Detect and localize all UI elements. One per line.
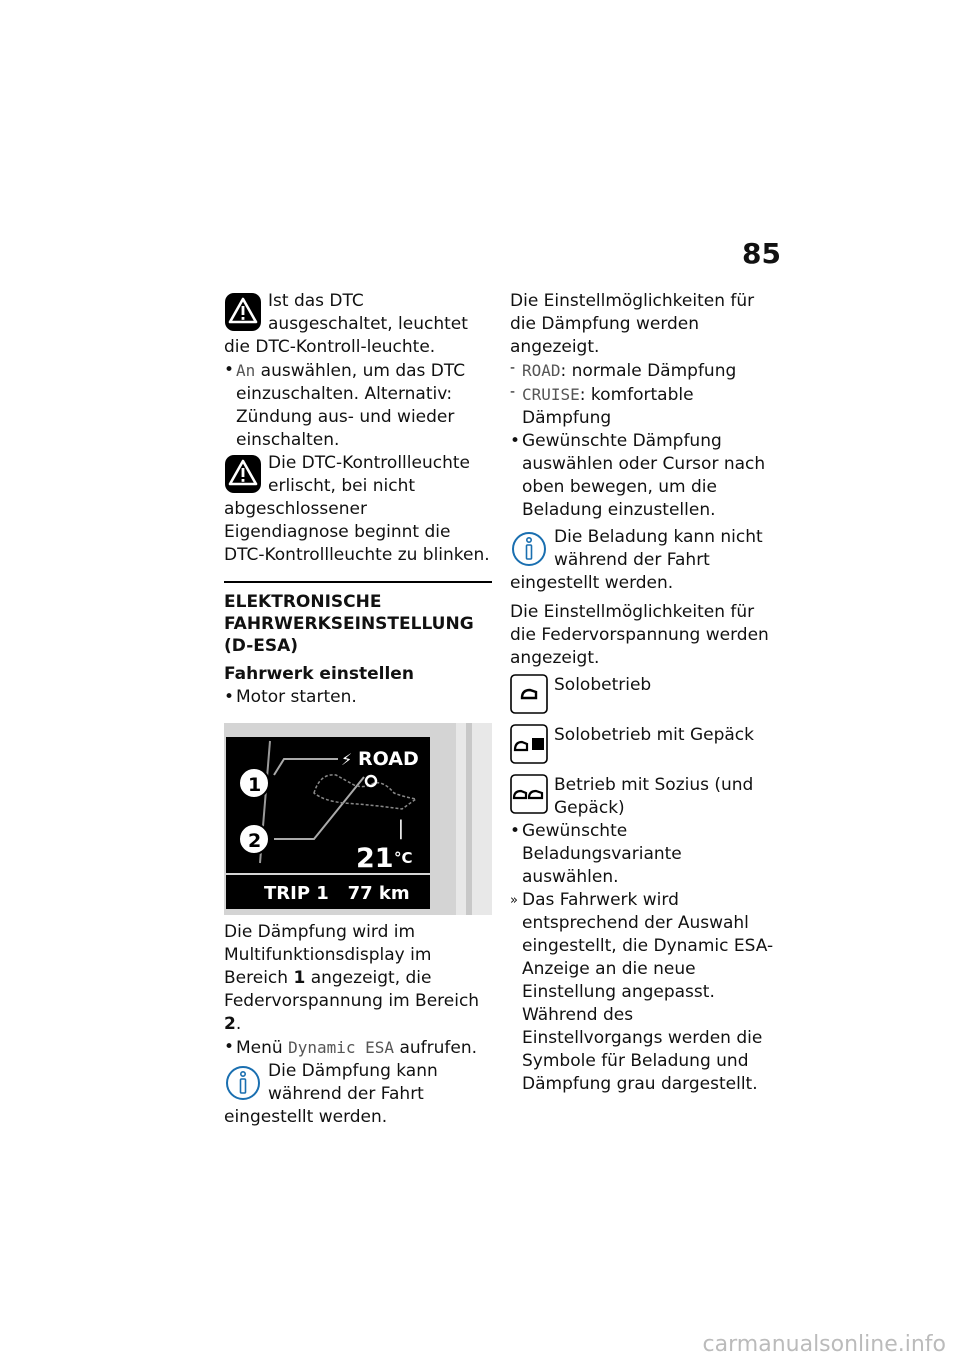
- para-text: .: [235, 1014, 242, 1034]
- display-callout-1: 1: [248, 774, 262, 796]
- display-temp-value: 21: [356, 843, 394, 874]
- para-text: Die Dämpfung wird im Multifunktionsdisplay im Bereich: [224, 922, 432, 988]
- right-column: [510, 290, 778, 1096]
- list-item-text: auswählen, um das DTC einzuschalten. Alternativ: Zündung aus- und wieder einschalten.: [236, 361, 466, 450]
- info-icon: [510, 528, 548, 568]
- result-item: » Das Fahrwerk wird entsprechend der Auswahl eingestellt, die Dynamic ESA-Anzeige an die neue Einstellung angepasst. Während des Einstellvorgangs werden die Symbole für Beladung und Dämpfung grau dargestellt.: [510, 889, 778, 1096]
- warning-triangle-icon: [224, 454, 262, 494]
- code-cruise: CRUISE: [522, 385, 580, 404]
- display-mode-label: ROAD: [358, 748, 419, 770]
- list-item-text: : komfortable Dämpfung: [522, 385, 694, 428]
- instruction-list: [224, 1036, 492, 1060]
- damping-intro: Die Einstellmöglichkeiten für die Dämpfung werden angezeigt.: [510, 291, 755, 357]
- rider-luggage-icon: [510, 724, 548, 764]
- code-road: ROAD: [522, 361, 561, 380]
- warning-note-dtc-off: [224, 290, 492, 359]
- list-item-text: Menü: [236, 1038, 289, 1058]
- rider-pillion-icon: [510, 774, 548, 814]
- load-option-solo: [510, 674, 778, 720]
- warning-text: Die DTC-Kontrollleuchte erlischt, bei nicht abgeschlossener Eigendiagnose beginnt die DTC-Kontrollleuchte zu blinken.: [224, 453, 490, 565]
- warning-text: Ist das DTC ausgeschaltet, leuchtet die DTC-Kontroll-leuchte.: [224, 291, 468, 357]
- damping-options-list: [510, 359, 778, 430]
- info-text: Die Beladung kann nicht während der Fahrt eingestellt werden.: [510, 527, 763, 593]
- display-area-paragraph: [224, 921, 492, 1036]
- left-column: [224, 290, 492, 1129]
- list-item: [224, 1036, 492, 1060]
- list-item-text: : normale Dämpfung: [560, 361, 737, 381]
- area-1-ref: 1: [293, 968, 306, 988]
- page-number: 85: [742, 237, 781, 270]
- info-note-damping: [224, 1060, 492, 1129]
- load-option-pillion: [510, 774, 778, 820]
- area-2-ref: 2: [224, 1014, 236, 1034]
- list-item: [510, 359, 778, 383]
- section-title: ELEKTRONISCHE FAHRWERKSEINSTELLUNG (D-ESA): [224, 581, 492, 657]
- list-item-text: aufrufen.: [394, 1038, 478, 1058]
- warning-triangle-icon: [224, 292, 262, 332]
- load-option-solo-luggage: [510, 724, 778, 770]
- list-item: [510, 383, 778, 430]
- code-an: An: [236, 361, 256, 380]
- result-list: [510, 889, 778, 1096]
- para-text: angezeigt, die Federvorspannung im Bereich: [224, 968, 480, 1011]
- preload-intro: Die Einstellmöglichkeiten für die Federvorspannung werden angezeigt.: [510, 602, 769, 668]
- list-item: • Gewünschte Beladungsvariante auswählen.: [510, 820, 778, 889]
- svg-text:⚡: ⚡: [341, 750, 353, 769]
- load-option-label: Solobetrieb mit Gepäck: [554, 725, 754, 745]
- multifunction-display-image: [224, 723, 492, 915]
- info-note-load: [510, 526, 778, 595]
- display-temp-unit: °C: [394, 849, 413, 867]
- code-dynamic-esa: Dynamic ESA: [288, 1038, 395, 1057]
- rider-solo-icon: [510, 674, 548, 714]
- display-trip: TRIP 1 77 km: [264, 883, 410, 904]
- list-item: • Motor starten.: [224, 686, 492, 709]
- thermometer-icon: ∣: [396, 816, 406, 840]
- instruction-list: [224, 359, 492, 452]
- watermark: carmanualsonline.info: [702, 1332, 946, 1357]
- info-text: Die Dämpfung kann während der Fahrt eingestellt werden.: [224, 1061, 438, 1127]
- warning-note-dtc-blink: [224, 452, 492, 567]
- display-callout-2: 2: [248, 830, 262, 852]
- list-item: [224, 359, 492, 452]
- instruction-list: [510, 430, 778, 522]
- load-option-label: Betrieb mit Sozius (und Gepäck): [554, 775, 754, 818]
- subsection-title: Fahrwerk einstellen: [224, 664, 414, 684]
- info-icon: [224, 1062, 262, 1102]
- instruction-list: [224, 686, 492, 709]
- load-option-label: Solobetrieb: [554, 675, 652, 695]
- list-item: • Gewünschte Dämpfung auswählen oder Cursor nach oben bewegen, um die Beladung einzustellen.: [510, 430, 778, 522]
- instruction-list: [510, 820, 778, 889]
